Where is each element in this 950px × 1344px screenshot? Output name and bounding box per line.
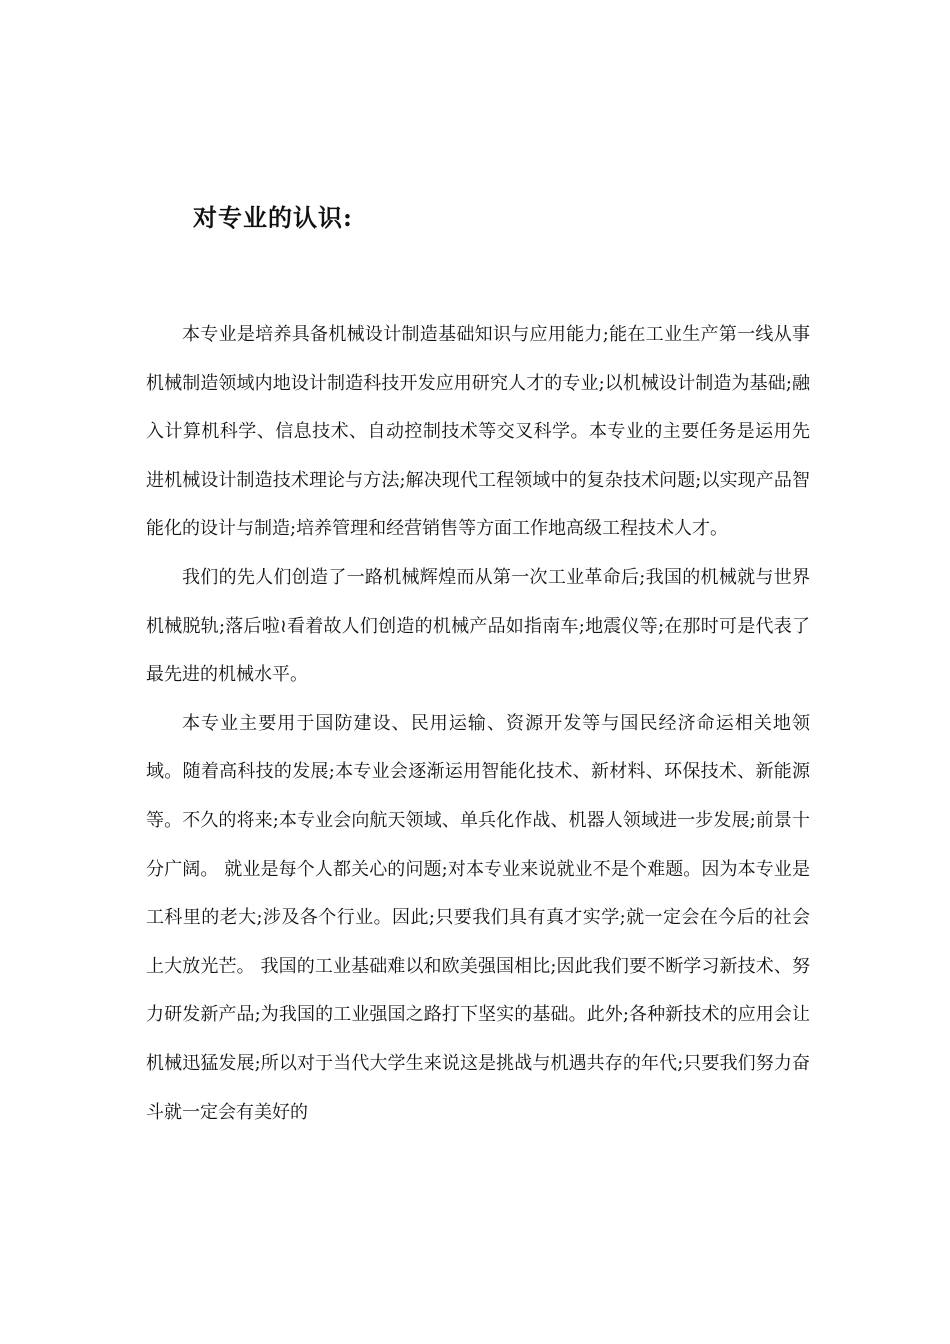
paragraph-2: 我们的先人们创造了一路机械辉煌而从第一次工业革命后;我国的机械就与世界机械脱轨;落后啦≀看着故人们创造的机械产品如指南车;地震仪等;在那时可是代表了最先进的机械水平。	[146, 566, 810, 686]
paragraph-3: 本专业主要用于国防建设、民用运输、资源开发等与国民经济命运相关地领域。随着高科技的发展;本专业会逐渐运用智能化技术、新材料、环保技术、新能源等。不久的将来;本专业会向航天领域、单兵化作战、机器人领域进一步发展;前景十分广阔。 就业是每个人都关心的问题;对本专业来说就业不是个难题。因为本专业是工科里的老大;涉及各个行业。因此;只要我们具有真才实学;就一定会在今后的社会上大放光芒。 我国的工业基础难以和欧美强国相比;因此我们要不断学习新技术、努力研发新产品;为我国的工业强国之路打下坚实的基础。此外;各种新技术的应用会让机械迅猛发展;所以对于当代大学生来说这是挑战与机遇共存的年代;只要我们努力奋斗就一定会有美好的	[146, 712, 810, 1123]
document-title: 对专业的认识:	[193, 203, 353, 232]
paragraph-1: 本专业是培养具备机械设计制造基础知识与应用能力;能在工业生产第一线从事机械制造领域内地设计制造科技开发应用研究人才的专业;以机械设计制造为基础;融入计算机科学、信息技术、自动控制技术等交叉科学。本专业的主要任务是运用先进机械设计制造技术理论与方法;解决现代工程领域中的复杂技术问题;以实现产品智能化的设计与制造;培养管理和经营销售等方面工作地高级工程技术人才。	[146, 324, 811, 540]
document-body	[146, 311, 810, 1137]
